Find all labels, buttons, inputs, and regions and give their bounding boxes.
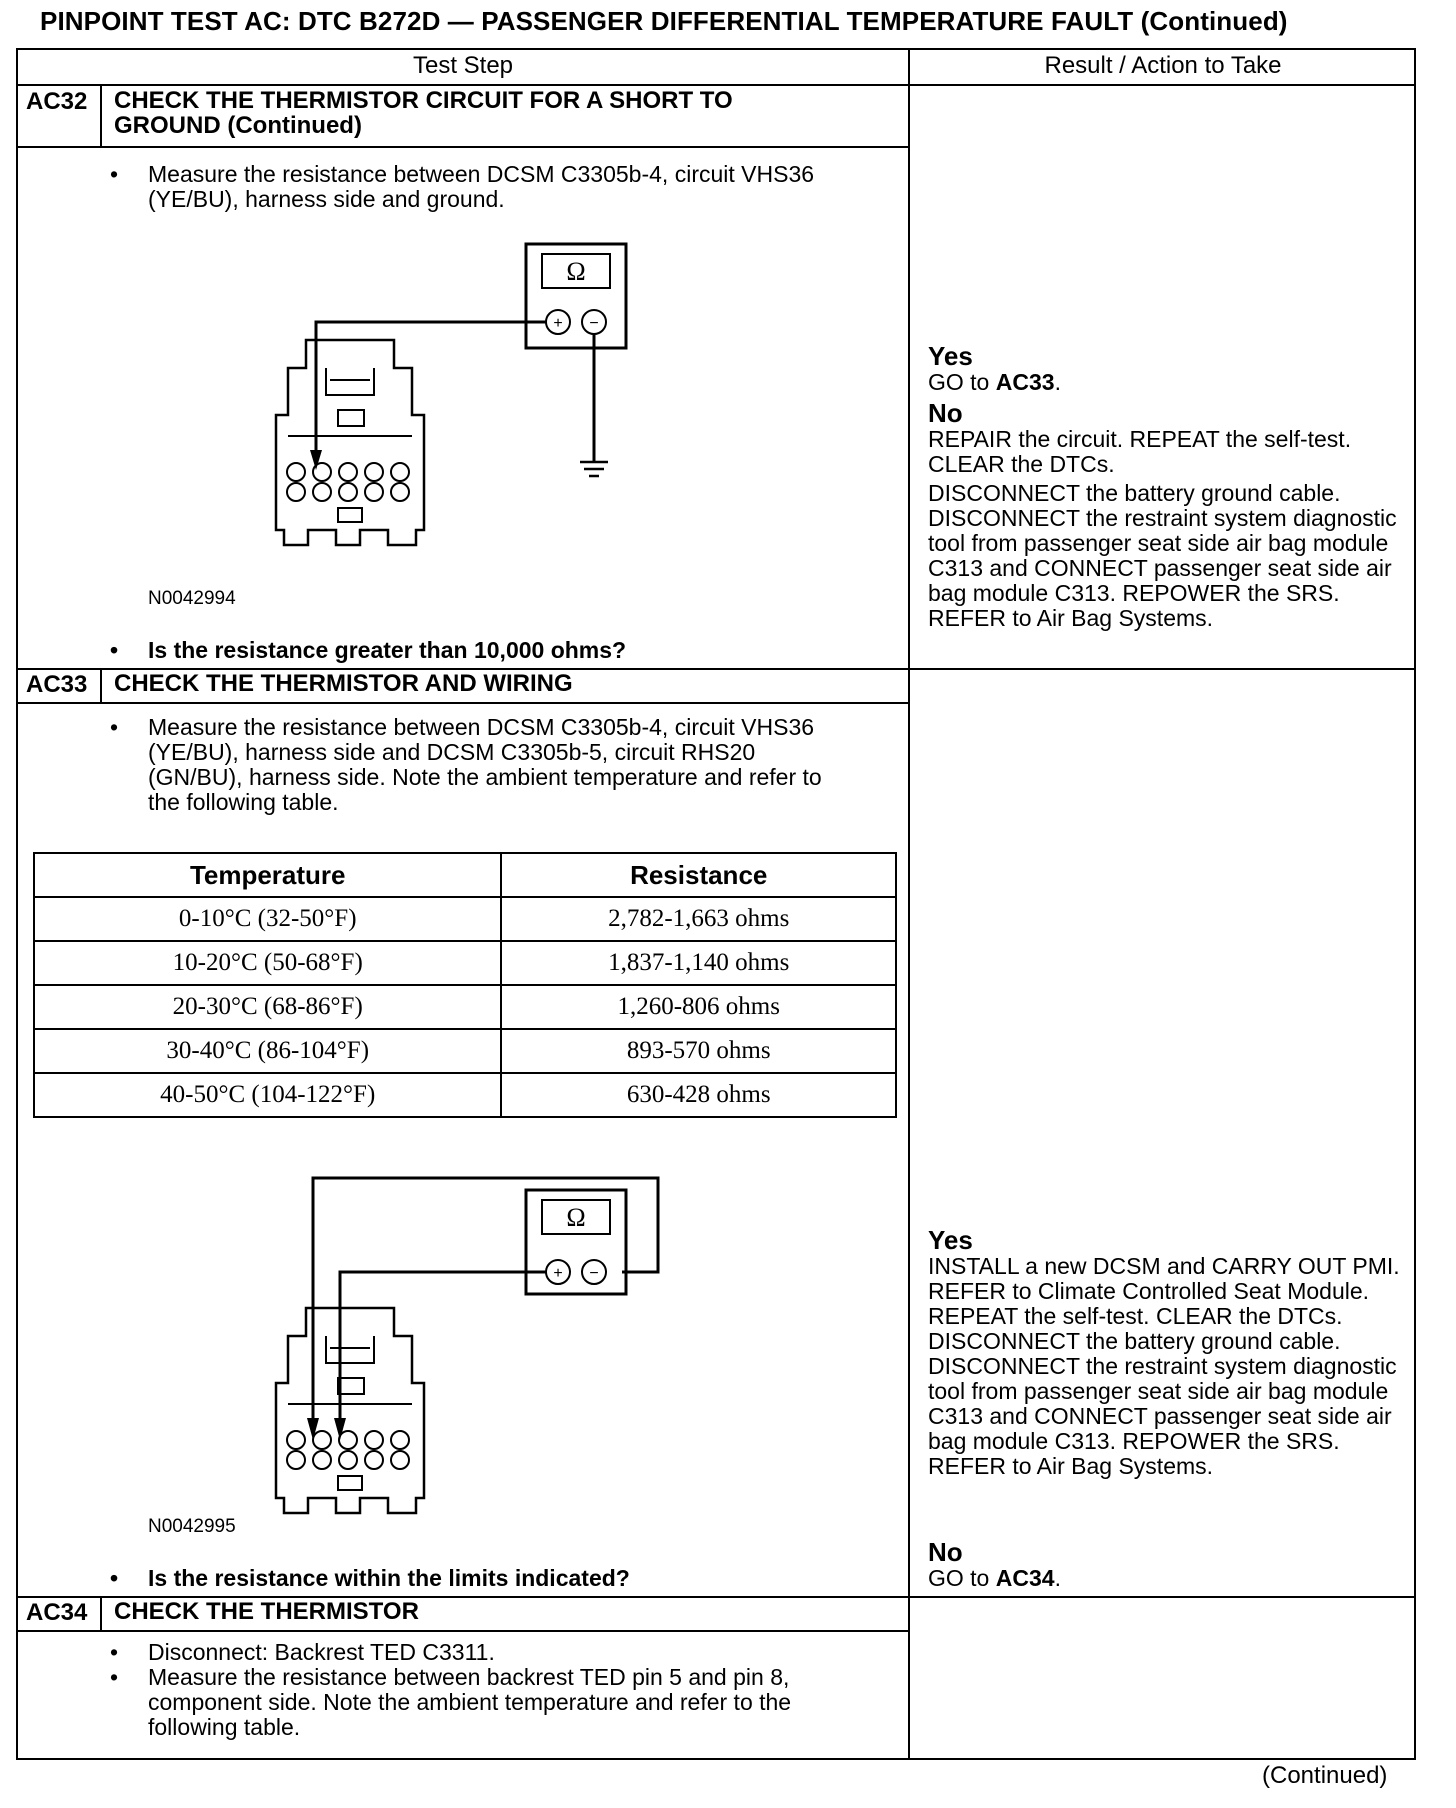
instruction-text: Measure the resistance between DCSM C3305b-4, circuit VHS36 (YE/BU), harness side and ground. <box>148 161 815 212</box>
row-divider <box>18 146 908 148</box>
table-row <box>34 1029 896 1073</box>
step-id-ac34: AC34 <box>26 1599 88 1626</box>
page-title: PINPOINT TEST AC: DTC B272D — PASSENGER DIFFERENTIAL TEMPERATURE FAULT (Continued) <box>40 6 1288 36</box>
bullet-icon: • <box>110 161 119 187</box>
connector-outline <box>276 340 424 545</box>
goto-ac34-link[interactable]: AC34 <box>995 1565 1055 1591</box>
positive-sign: + <box>553 315 563 332</box>
test-step-column-header: Test Step <box>412 52 514 79</box>
connector-latch <box>326 368 374 426</box>
step-id-ac32: AC32 <box>26 88 88 115</box>
row-divider <box>18 84 1414 86</box>
table-header-row <box>34 853 896 897</box>
probe-tip <box>310 450 322 470</box>
yes-action: INSTALL a new DCSM and CARRY OUT PMI. REFER to Climate Controlled Seat Module. REPEAT the self-test. CLEAR the DTCs. DISCONNECT the battery ground cable. DISCONNECT the restraint system diagnostic tool from passenger seat side air bag module C313 and CONNECT passenger seat side air bag module C313. REPOWER the SRS. REFER to Air Bag Systems. <box>928 1253 1400 1479</box>
temperature-cell: 40-50°C (104-122°F) <box>34 1073 501 1117</box>
table-row <box>34 985 896 1029</box>
resistance-cell: 2,782-1,663 ohms <box>501 897 896 941</box>
positive-lead-wire <box>316 322 546 465</box>
table-row <box>34 941 896 985</box>
step-id-divider <box>100 1596 102 1630</box>
connector-pin-cavities <box>287 463 409 522</box>
goto-ac33-link[interactable]: AC33 <box>995 369 1055 395</box>
instruction-text: Measure the resistance between backrest TED pin 5 and pin 8, component side. Note the ambient temperature and refer to the following table. <box>148 1664 792 1740</box>
instruction-text: Disconnect: Backrest TED C3311. <box>148 1639 495 1665</box>
temperature-header: Temperature <box>34 853 501 897</box>
result-column-header: Result / Action to Take <box>1044 52 1282 79</box>
step-id-divider <box>100 84 102 146</box>
table-row <box>34 1073 896 1117</box>
table-row <box>34 897 896 941</box>
question-text: Is the resistance within the limits indicated? <box>148 1565 630 1591</box>
negative-sign: − <box>589 315 599 332</box>
negative-lead-wire <box>340 1272 546 1328</box>
temperature-resistance-table <box>33 852 897 1118</box>
bullet-icon: • <box>110 714 119 740</box>
ground-icon <box>580 462 608 476</box>
bullet-icon: • <box>110 637 119 663</box>
ohm-symbol: Ω <box>566 257 586 286</box>
ac32-result <box>928 342 1408 631</box>
step-id-divider <box>100 668 102 702</box>
row-divider <box>18 702 908 704</box>
ac32-meter-diagram <box>268 240 648 630</box>
resistance-cell: 630-428 ohms <box>501 1073 896 1117</box>
instruction-text: Measure the resistance between DCSM C3305b-4, circuit VHS36 (YE/BU), harness side and DCSM C3305b-5, circuit RHS20 (GN/BU), harness side. Note the ambient temperature and refer to the following table. <box>148 714 822 815</box>
temperature-cell: 0-10°C (32-50°F) <box>34 897 501 941</box>
step-heading-ac34: CHECK THE THERMISTOR <box>114 1598 419 1625</box>
no-label: No <box>928 398 963 428</box>
ohm-symbol: Ω <box>566 1203 586 1232</box>
step-id-ac33: AC33 <box>26 671 88 698</box>
continued-footer: (Continued) <box>1262 1762 1388 1789</box>
connector-pin-cavities <box>287 1431 409 1490</box>
positive-sign: + <box>553 1265 563 1282</box>
bullet-icon: • <box>110 1565 119 1591</box>
resistance-cell: 1,260-806 ohms <box>501 985 896 1029</box>
connector-latch <box>326 1336 374 1394</box>
ac33-result-no <box>928 1538 1408 1591</box>
bullet-icon: • <box>110 1639 119 1665</box>
no-label: No <box>928 1537 963 1567</box>
figure-id-ac33: N0042995 <box>148 1516 236 1537</box>
pinpoint-test-table <box>16 48 1416 1760</box>
figure-id-ac32: N0042994 <box>148 588 236 609</box>
no-action-continued: DISCONNECT the battery ground cable. DISCONNECT the restraint system diagnostic tool from passenger seat side air bag module C313 and CONNECT passenger seat side air bag module C313. REPOWER the SRS. REFER to Air Bag Systems. <box>928 480 1397 631</box>
resistance-cell: 893-570 ohms <box>501 1029 896 1073</box>
yes-label: Yes <box>928 1225 973 1255</box>
connector-outline <box>276 1308 424 1513</box>
resistance-cell: 1,837-1,140 ohms <box>501 941 896 985</box>
row-divider <box>18 1630 908 1632</box>
question-text: Is the resistance greater than 10,000 ohms? <box>148 637 627 663</box>
temperature-cell: 20-30°C (68-86°F) <box>34 985 501 1029</box>
no-action: REPAIR the circuit. REPEAT the self-test. CLEAR the DTCs. <box>928 426 1352 477</box>
step-heading-ac33: CHECK THE THERMISTOR AND WIRING <box>114 670 573 697</box>
ac33-result-yes <box>928 1226 1408 1479</box>
resistance-header: Resistance <box>501 853 896 897</box>
temperature-cell: 30-40°C (86-104°F) <box>34 1029 501 1073</box>
yes-label: Yes <box>928 341 973 371</box>
column-divider <box>908 50 910 1760</box>
yes-action: GO to AC33. <box>928 369 1061 395</box>
step-heading-ac32: CHECK THE THERMISTOR CIRCUIT FOR A SHORT TO GROUND (Continued) <box>114 87 733 139</box>
ac33-meter-diagram <box>268 1168 668 1588</box>
temperature-cell: 10-20°C (50-68°F) <box>34 941 501 985</box>
negative-sign: − <box>589 1265 599 1282</box>
bullet-icon: • <box>110 1664 119 1690</box>
no-action: GO to AC34. <box>928 1565 1061 1591</box>
